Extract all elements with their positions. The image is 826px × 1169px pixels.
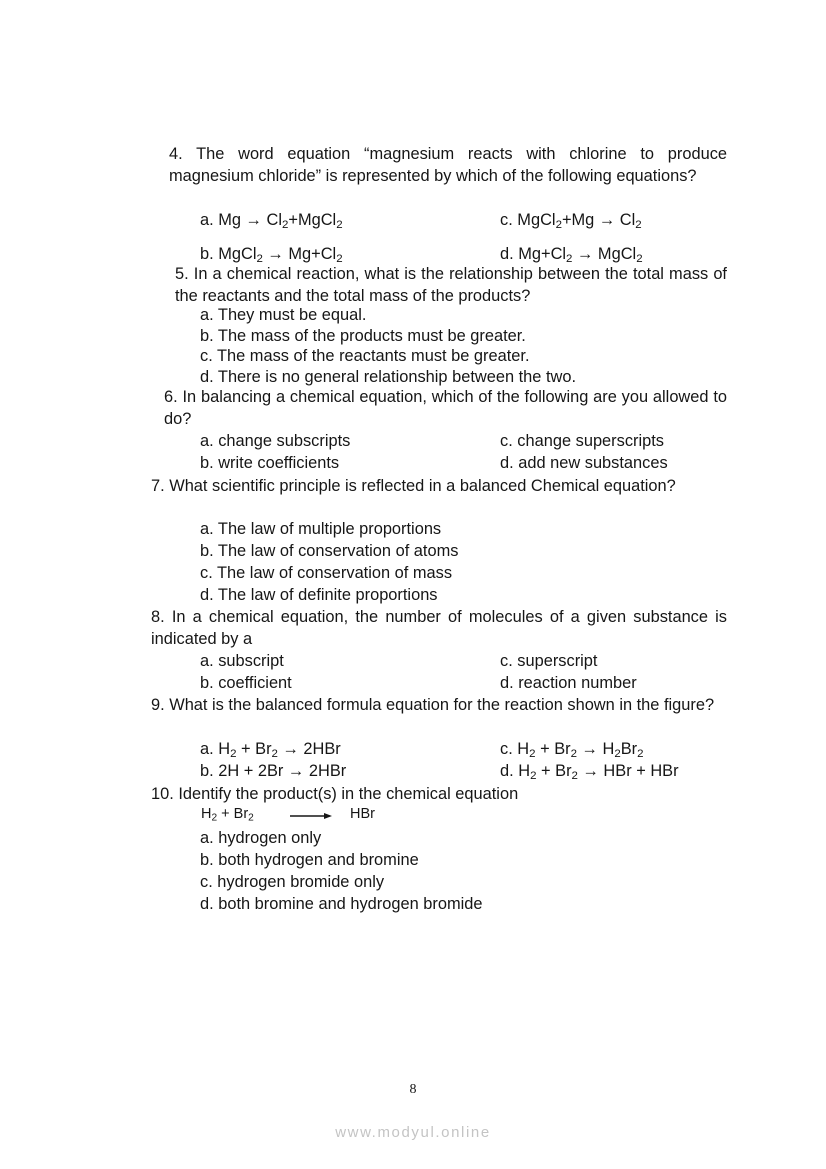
question-9-stem: 9. What is the balanced formula equation for the reaction shown in the figure? xyxy=(151,696,715,714)
question-4-option-c: c. MgCl$_2$+Mg → $Cl_2$ xyxy=(500,211,642,231)
question-6-option-a: a. change subscripts xyxy=(200,432,351,450)
question-9-option-c: c. $H_2 + Br_2 \to H_2Br_2$ xyxy=(500,740,644,760)
equation-product: HBr xyxy=(350,806,375,822)
question-8-option-a: a. subscript xyxy=(200,652,284,670)
question-10-option-b: b. both hydrogen and bromine xyxy=(200,851,419,869)
question-8-option-b: b. coefficient xyxy=(200,674,292,692)
question-6-option-b: b. write coefficients xyxy=(200,454,340,472)
watermark: www.modyul.online xyxy=(335,1124,491,1141)
question-5-stem: 5. In a chemical reaction, what is the relationship between the total mass of the reactants and the total mass of the products? xyxy=(175,265,727,305)
question-9-option-d: d. $H_2 + Br_2$ → HBr + HBr xyxy=(500,762,679,782)
question-5-option-d: d. There is no general relationship between the two. xyxy=(200,368,577,386)
page-number: 8 xyxy=(409,1082,417,1097)
question-4-stem: 4. The word equation “magnesium reacts with chlorine to produce magnesium chloride” is represented by which of the following equations? xyxy=(169,145,727,185)
question-4-option-b: b. MgCl$_2$ → $Mg+Cl_2$ xyxy=(200,245,343,265)
equation-reactants: $H_2 + Br_2$ xyxy=(201,806,254,824)
question-9-option-a: a. $H_2 + Br_2 \to 2HBr$ xyxy=(200,740,341,760)
question-7-option-b: b. The law of conservation of atoms xyxy=(200,542,459,560)
question-10-option-c: c. hydrogen bromide only xyxy=(200,873,385,891)
question-5-option-a: a. They must be equal. xyxy=(200,306,367,324)
question-8-option-d: d. reaction number xyxy=(500,674,637,692)
question-6-option-c: c. change superscripts xyxy=(500,432,664,450)
question-8-option-c: c. superscript xyxy=(500,652,598,670)
question-10-stem: 10. Identify the product(s) in the chemical equation xyxy=(151,785,519,803)
question-10-option-a: a. hydrogen only xyxy=(200,829,322,847)
question-5-option-b: b. The mass of the products must be greater. xyxy=(200,327,526,345)
question-7-stem: 7. What scientific principle is reflected in a balanced Chemical equation? xyxy=(151,477,676,495)
question-4-option-d: d. $Mg+Cl_2$ → MgCl$_2$ xyxy=(500,245,643,265)
question-4-option-a: a. $Mg \to Cl_2+MgCl_2$ xyxy=(200,211,343,231)
reaction-arrow-icon xyxy=(290,813,332,819)
question-5-option-c: c. The mass of the reactants must be greater. xyxy=(200,347,530,365)
question-7-option-c: c. The law of conservation of mass xyxy=(200,564,453,582)
question-7-option-a: a. The law of multiple proportions xyxy=(200,520,442,538)
question-6-option-d: d. add new substances xyxy=(500,454,668,472)
question-10-equation xyxy=(201,806,401,828)
question-7-option-d: d. The law of definite proportions xyxy=(200,586,438,604)
question-8-stem: 8. In a chemical equation, the number of molecules of a given substance is indicated by a xyxy=(151,608,727,648)
question-6-stem: 6. In balancing a chemical equation, which of the following are you allowed to do? xyxy=(164,388,727,428)
question-9-option-b: b. 2H + 2Br → 2HBr xyxy=(200,762,347,780)
question-10-option-d: d. both bromine and hydrogen bromide xyxy=(200,895,483,913)
